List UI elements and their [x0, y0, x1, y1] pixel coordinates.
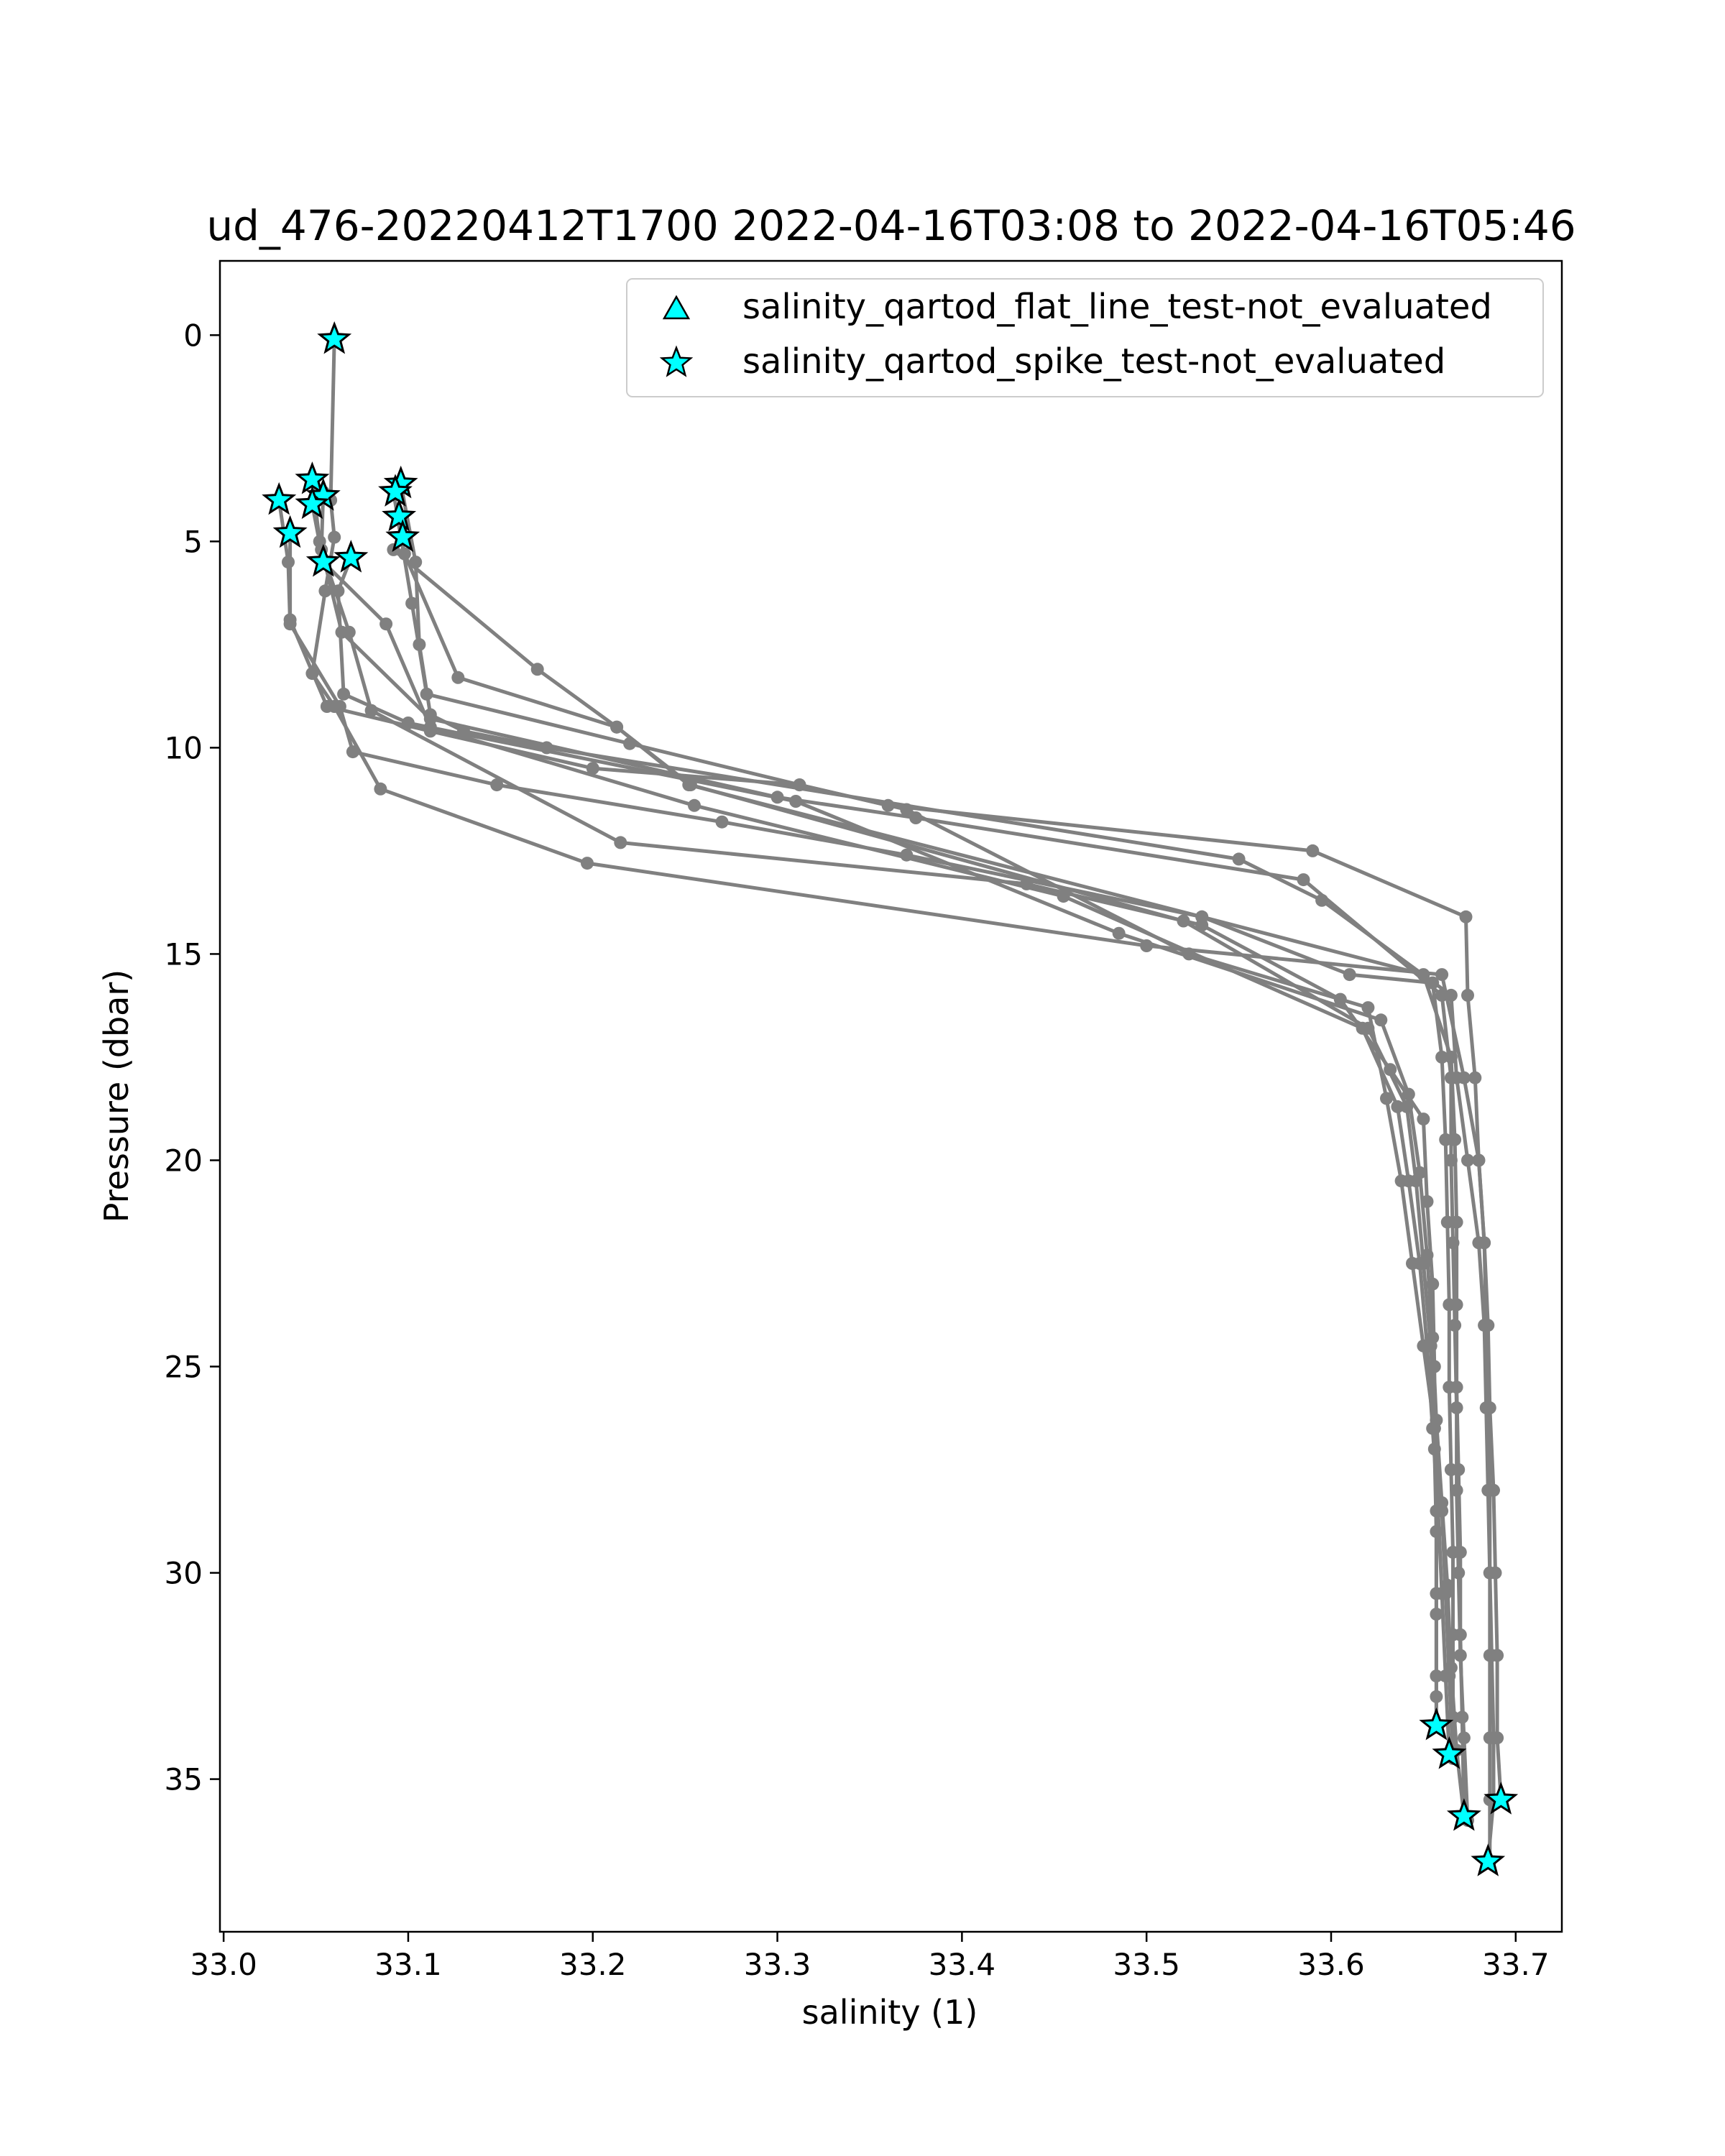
profile-7-point-14 [1480, 1401, 1493, 1414]
profile-7-point-12 [1472, 1236, 1485, 1249]
x-tick-label: 33.2 [558, 1947, 627, 1982]
profile-11-point-13 [1435, 1496, 1448, 1509]
profile-6-point-5 [688, 799, 701, 812]
profile-10-point-3 [531, 663, 544, 676]
x-tick-label: 33.4 [928, 1947, 996, 1982]
profile-3-point-12 [1472, 1154, 1485, 1167]
profile-11-point-10 [1421, 1249, 1434, 1262]
profile-9-point-15 [1430, 1669, 1443, 1682]
profile-1-point-8 [581, 857, 594, 870]
profile-6-point-3 [380, 617, 392, 630]
y-tick-label: 25 [164, 1349, 203, 1385]
profile-9-point-14 [1430, 1587, 1443, 1600]
x-tick-label: 33.1 [374, 1947, 442, 1982]
profile-1-point-7 [374, 783, 387, 796]
legend-label-spike: salinity_qartod_spike_test-not_evaluated [742, 341, 1446, 382]
profile-10-point-10 [1439, 1133, 1452, 1146]
profile-11-point-12 [1430, 1414, 1443, 1427]
x-tick-label: 33.6 [1297, 1947, 1365, 1982]
y-tick-label: 0 [183, 318, 203, 354]
profile-2-point-5 [346, 745, 359, 758]
profile-4-point-7 [1297, 873, 1310, 886]
x-tick-label: 33.5 [1113, 1947, 1180, 1982]
x-tick-label: 33.3 [743, 1947, 811, 1982]
profile-9-point-6 [1177, 915, 1190, 928]
profile-7-point-18 [1484, 1731, 1496, 1744]
chart-title: ud_476-20220412T1700 2022-04-16T03:08 to 2022-04-16T05:46 [206, 201, 1576, 250]
y-tick-label: 15 [164, 936, 203, 972]
legend [627, 279, 1543, 397]
profile-2-point-2 [282, 556, 295, 568]
x-tick-label: 33.0 [190, 1947, 257, 1982]
profile-3-point-11 [1468, 1072, 1481, 1084]
profile-8-point-9 [1380, 1092, 1393, 1105]
profile-7-point-8 [1315, 894, 1328, 907]
profile-1-point-3 [328, 531, 341, 544]
profile-11-point-14 [1441, 1579, 1454, 1592]
profile-10-point-14 [1445, 1463, 1458, 1476]
y-tick-label: 30 [164, 1555, 203, 1591]
profile-4-point-13 [1450, 1401, 1463, 1414]
profile-5-point-3 [343, 626, 356, 639]
profile-7-point-7 [1233, 852, 1246, 865]
profile-3-point-10 [1461, 989, 1474, 1002]
profile-7-point-17 [1484, 1649, 1496, 1662]
profile-8-point-5 [793, 778, 806, 791]
profile-11-point-2 [331, 584, 344, 597]
profile-11-point-8 [1402, 1088, 1415, 1101]
profile-7-point-13 [1478, 1319, 1491, 1332]
y-tick-label: 35 [164, 1761, 203, 1797]
profile-7-point-15 [1481, 1484, 1494, 1497]
y-tick-label: 20 [164, 1143, 203, 1179]
y-tick-label: 5 [183, 524, 203, 560]
x-axis-label: salinity (1) [801, 1993, 978, 2032]
profile-10-point-6 [1195, 911, 1208, 923]
profile-10-point-9 [1435, 1051, 1448, 1064]
profile-8-point-3 [420, 688, 433, 701]
profile-4-point-17 [1458, 1731, 1471, 1744]
x-tick-label: 33.7 [1482, 1947, 1550, 1982]
profile-7-point-16 [1484, 1567, 1496, 1580]
profile-4-point-16 [1454, 1649, 1467, 1662]
profile-10-point-4 [610, 721, 623, 734]
profile-11-point-7 [1374, 1013, 1387, 1026]
profile-5-point-5 [614, 836, 627, 849]
profile-5-point-10 [1417, 1112, 1430, 1125]
profile-8-point-6 [900, 803, 913, 816]
profile-10-point-13 [1443, 1381, 1455, 1393]
profile-11-point-4 [402, 717, 415, 729]
profile-7-point-11 [1461, 1154, 1474, 1167]
legend-label-flat-line: salinity_qartod_flat_line_test-not_evaluated [742, 287, 1492, 327]
profile-3-point-3 [321, 700, 334, 713]
profile-8-point-2 [405, 597, 418, 610]
profile-11-point-11 [1426, 1331, 1439, 1344]
profile-3-point-8 [1306, 844, 1319, 857]
profile-10-point-12 [1443, 1298, 1455, 1311]
profile-9-point-3 [451, 671, 464, 684]
y-axis-label: Pressure (dbar) [97, 969, 136, 1223]
profile-10-point-7 [1343, 968, 1356, 981]
profile-7-point-10 [1450, 1072, 1463, 1084]
profile-7-point-9 [1445, 989, 1458, 1002]
profile-8-point-8 [1361, 1001, 1374, 1014]
profile-3-point-9 [1460, 911, 1473, 923]
profile-7-point-4 [424, 709, 437, 722]
profile-3-point-2 [284, 613, 297, 626]
profile-2-point-7 [716, 816, 729, 829]
profile-9-point-7 [1361, 1022, 1374, 1035]
profile-11-point-5 [789, 795, 802, 808]
profile-10-point-11 [1441, 1216, 1454, 1229]
profile-10-point-15 [1447, 1546, 1460, 1559]
profile-11-point-3 [337, 688, 350, 701]
profile-8-point-11 [1406, 1257, 1419, 1270]
profile-11-point-15 [1445, 1662, 1458, 1674]
profile-10-point-8 [1426, 977, 1439, 990]
y-tick-label: 10 [164, 730, 203, 766]
profile-11-point-9 [1413, 1166, 1426, 1179]
profile-11-point-6 [1113, 927, 1126, 940]
profile-8-point-10 [1395, 1174, 1408, 1187]
